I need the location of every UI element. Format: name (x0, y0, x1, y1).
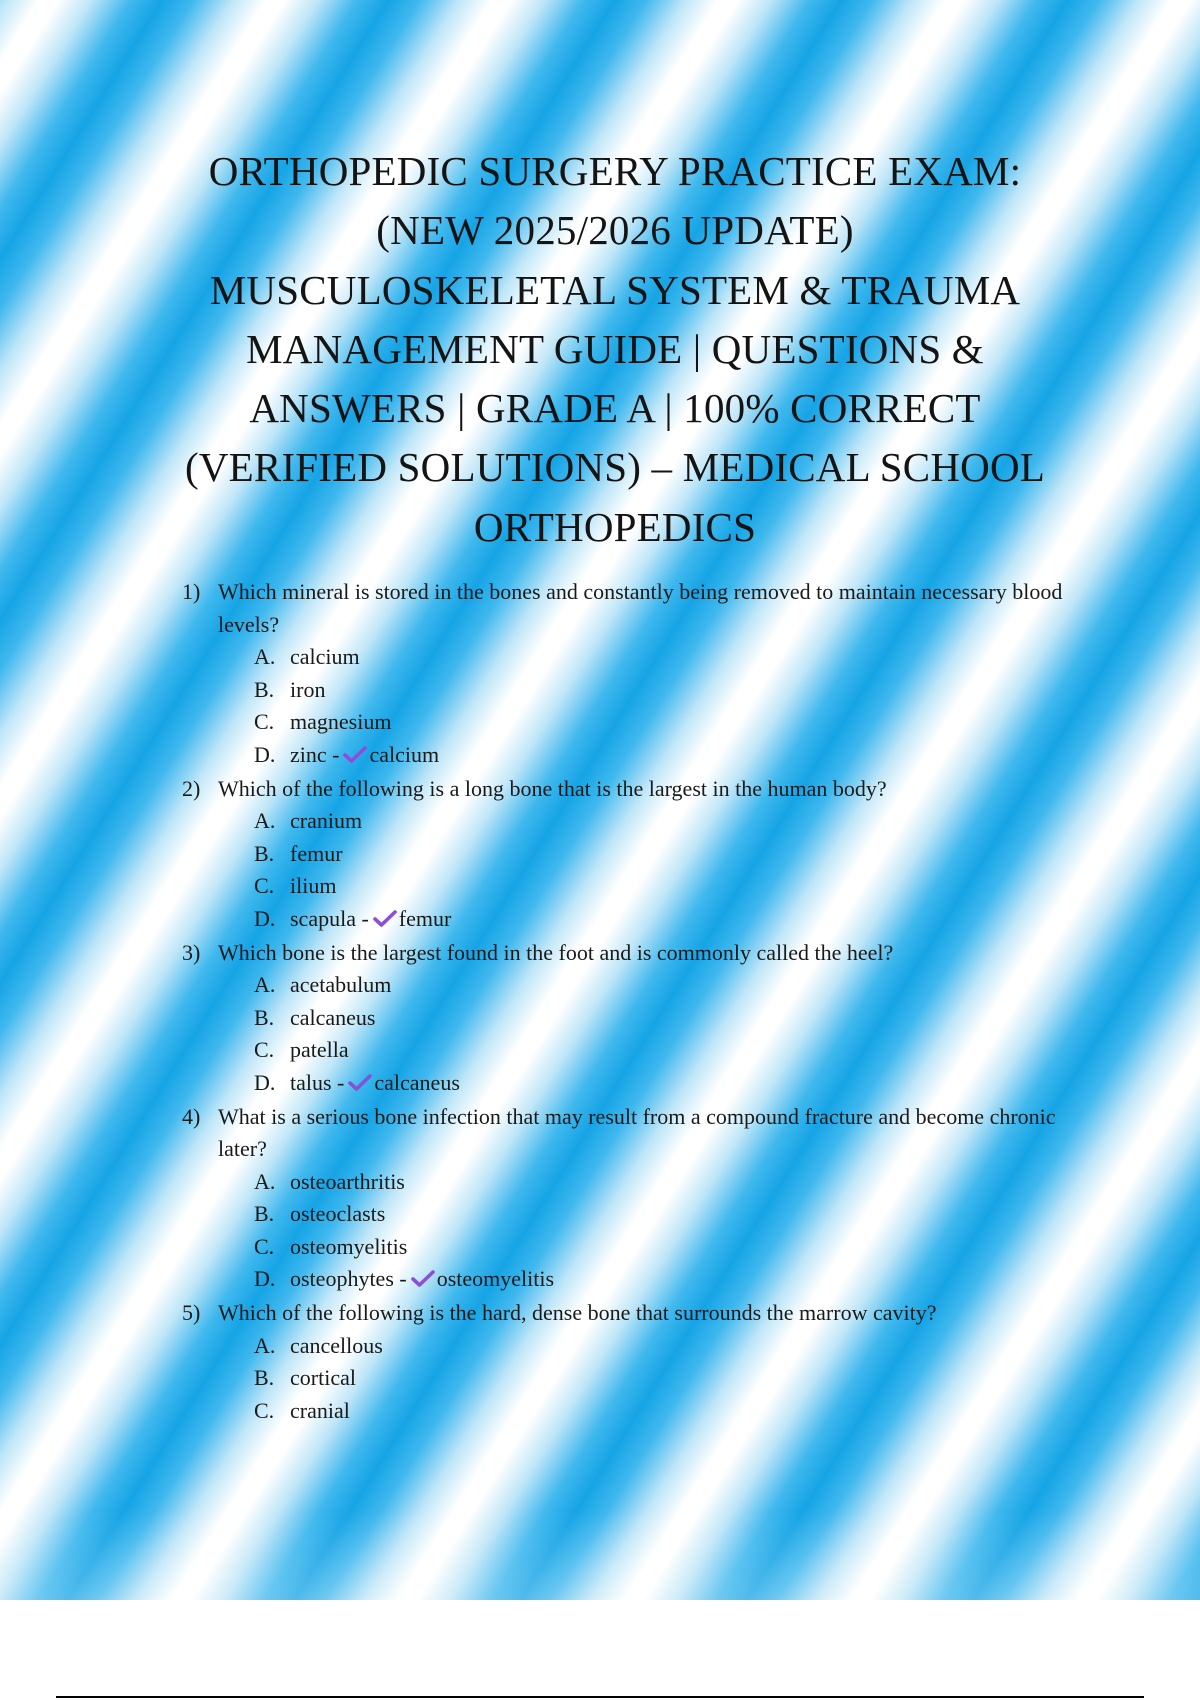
option-letter: C. (254, 709, 275, 734)
question-item (182, 937, 1092, 1101)
option-letter: A. (254, 972, 276, 997)
question-list (182, 576, 1092, 1427)
question-number: 1) (182, 579, 201, 604)
question-number: 5) (182, 1300, 201, 1325)
option-text: osteoarthritis (290, 1168, 405, 1194)
option-letter: B. (254, 1365, 275, 1390)
option-text: cranial (290, 1397, 350, 1423)
question-text: Which mineral is stored in the bones and constantly being removed to maintain necessary blood levels? (218, 579, 1063, 637)
option-text: scapula - (290, 905, 369, 931)
option-item (254, 1034, 1092, 1067)
option-item (254, 1067, 1092, 1101)
option-letter: A. (254, 808, 276, 833)
option-item (254, 1198, 1092, 1231)
question-number: 3) (182, 939, 201, 965)
option-item (254, 1330, 1092, 1363)
check-mark-icon (343, 746, 367, 764)
option-item (254, 1002, 1092, 1035)
title-line: MUSCULOSKELETAL SYSTEM & TRAUMA (209, 266, 1021, 313)
document-title (150, 142, 1080, 557)
option-letter: A. (254, 1332, 276, 1358)
option-letter: C. (254, 873, 275, 898)
answer-text: calcium (369, 741, 440, 767)
option-letter: B. (254, 1004, 275, 1030)
option-item (254, 706, 1092, 739)
option-letter: B. (254, 840, 275, 866)
option-list (218, 969, 1092, 1101)
option-list (218, 1166, 1092, 1298)
option-item (254, 1263, 1092, 1297)
question-number: 4) (182, 1103, 201, 1129)
option-letter: D. (254, 1266, 276, 1291)
question-item (182, 773, 1092, 937)
option-text: zinc - (290, 741, 340, 767)
option-item (254, 838, 1092, 871)
answer-text: femur (398, 905, 452, 931)
question-text: Which bone is the largest found in the foot and is commonly called the heel? (218, 939, 894, 965)
option-list (218, 1330, 1092, 1428)
question-item (182, 1297, 1092, 1427)
option-letter: A. (254, 1168, 276, 1194)
option-letter: D. (254, 1069, 276, 1095)
option-letter: C. (254, 1397, 275, 1423)
title-line: ORTHOPEDICS (473, 503, 757, 550)
option-text: calcaneus (290, 1004, 376, 1030)
footer-divider (56, 1696, 1144, 1698)
option-item (254, 674, 1092, 707)
title-line: ORTHOPEDIC SURGERY PRACTICE EXAM: (208, 148, 1022, 194)
check-mark-icon (411, 1270, 435, 1288)
option-text: iron (290, 676, 326, 702)
check-mark-icon (373, 910, 397, 928)
option-text: magnesium (290, 709, 392, 734)
title-line: (NEW 2025/2026 UPDATE) (376, 207, 854, 254)
option-item (254, 805, 1092, 838)
question-text: What is a serious bone infection that may result from a compound fracture and become chronic later? (218, 1103, 1056, 1161)
option-text: talus - (290, 1069, 345, 1095)
title-line: MANAGEMENT GUIDE | QUESTIONS & (246, 325, 984, 372)
answer-text: osteomyelitis (436, 1266, 555, 1291)
option-text: patella (290, 1037, 349, 1062)
question-item (182, 1101, 1092, 1298)
option-item (254, 870, 1092, 903)
option-letter: B. (254, 1201, 275, 1226)
option-text: ilium (290, 873, 337, 898)
option-item (254, 1362, 1092, 1395)
option-letter: A. (254, 644, 276, 669)
option-text: acetabulum (290, 972, 392, 997)
title-line: ANSWERS | GRADE A | 100% CORRECT (249, 385, 981, 432)
question-text: Which of the following is the hard, dense bone that surrounds the marrow cavity? (218, 1300, 937, 1325)
option-letter: D. (254, 905, 276, 931)
option-item (254, 739, 1092, 773)
option-letter: B. (254, 676, 275, 702)
question-item (182, 576, 1092, 773)
question-text: Which of the following is a long bone that is the largest in the human body? (218, 775, 887, 801)
option-text: osteomyelitis (290, 1233, 408, 1259)
option-text: osteophytes - (290, 1266, 407, 1291)
option-item (254, 1166, 1092, 1199)
option-text: cancellous (290, 1332, 383, 1358)
option-item (254, 641, 1092, 674)
option-letter: D. (254, 741, 276, 767)
option-text: osteoclasts (290, 1201, 386, 1226)
option-letter: C. (254, 1037, 275, 1062)
option-item (254, 903, 1092, 937)
option-list (218, 641, 1092, 773)
title-line: (VERIFIED SOLUTIONS) – MEDICAL SCHOOL (184, 444, 1045, 491)
option-list (218, 805, 1092, 937)
option-text: calcium (290, 644, 360, 669)
question-number: 2) (182, 775, 201, 801)
option-item (254, 969, 1092, 1002)
option-letter: C. (254, 1233, 275, 1259)
option-text: femur (290, 840, 343, 866)
check-mark-icon (348, 1074, 372, 1092)
option-item (254, 1231, 1092, 1264)
option-text: cortical (290, 1365, 356, 1390)
answer-text: calcaneus (374, 1069, 460, 1095)
option-item (254, 1395, 1092, 1428)
option-text: cranium (290, 808, 363, 833)
